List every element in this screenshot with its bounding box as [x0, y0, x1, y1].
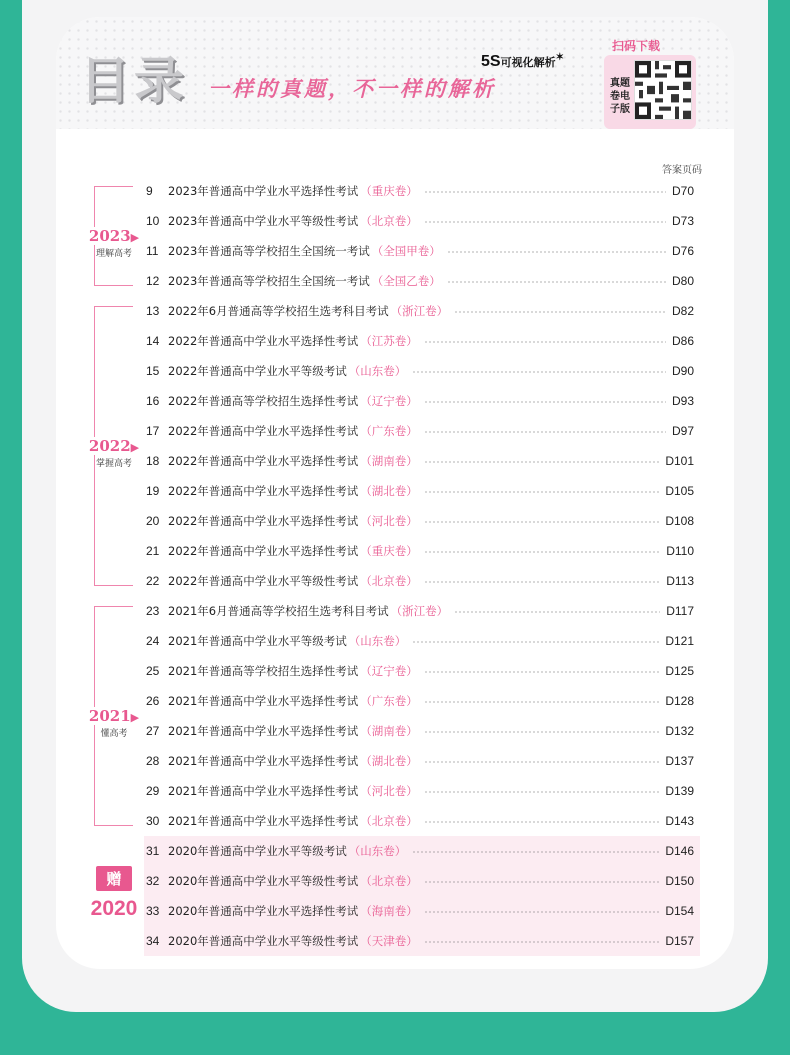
- qr-side-label: 真题卷电子版: [610, 78, 630, 115]
- entry-region: （全国乙卷）: [371, 274, 441, 288]
- toc-row[interactable]: [146, 538, 694, 564]
- entry-title: 2022年普通高中学业水平选择性考试: [168, 484, 359, 498]
- entry-page: D90: [671, 364, 694, 378]
- toc-row[interactable]: [146, 778, 694, 804]
- entry-page: D150: [665, 874, 694, 888]
- leader-dots: [424, 791, 660, 793]
- entry-page: D117: [666, 604, 694, 618]
- leader-dots: [454, 311, 666, 313]
- entry-region: （山东卷）: [348, 634, 407, 648]
- entry-page: D139: [665, 784, 694, 798]
- entry-title: 2022年普通高中学业水平选择性考试: [168, 424, 359, 438]
- leader-dots: [424, 881, 660, 883]
- entry-title: 2021年普通高中学业水平选择性考试: [168, 814, 359, 828]
- entry-page: D110: [666, 544, 694, 558]
- entry-page: D101: [665, 454, 694, 468]
- entry-page: D154: [665, 904, 694, 918]
- toc-row[interactable]: [146, 478, 694, 504]
- toc-row[interactable]: [146, 238, 694, 264]
- leader-dots: [424, 701, 660, 703]
- toc-row[interactable]: [146, 298, 694, 324]
- toc-row[interactable]: [146, 838, 694, 864]
- entry-title: 2021年普通高中学业水平选择性考试: [168, 694, 359, 708]
- leader-dots: [424, 821, 660, 823]
- entry-title: 2020年普通高中学业水平等级性考试: [168, 934, 359, 948]
- entry-region: （辽宁卷）: [360, 394, 418, 408]
- entry-number: 19: [146, 484, 160, 498]
- entry-number: 29: [146, 784, 160, 798]
- leader-dots: [424, 491, 660, 493]
- entry-title: 2021年普通高中学业水平选择性考试: [168, 784, 359, 798]
- entry-number: 20: [146, 514, 160, 528]
- toc-row[interactable]: [146, 628, 694, 654]
- page-title: 目录: [80, 52, 188, 110]
- entry-title: 2022年普通高中学业水平选择性考试: [168, 334, 359, 348]
- entry-region: （辽宁卷）: [360, 664, 418, 678]
- leader-dots: [412, 641, 659, 643]
- toc-row[interactable]: [146, 388, 694, 414]
- leader-dots: [424, 401, 666, 403]
- entry-region: （浙江卷）: [390, 304, 449, 318]
- entry-page: D93: [671, 394, 694, 408]
- entry-region: （天津卷）: [360, 934, 418, 948]
- entry-number: 12: [146, 274, 160, 288]
- entry-title: 2022年普通高中学业水平选择性考试: [168, 454, 359, 468]
- entry-page: D157: [665, 934, 694, 948]
- entry-region: （北京卷）: [360, 814, 418, 828]
- leader-dots: [424, 221, 666, 223]
- sparkle-icon: ✶: [555, 52, 564, 63]
- entry-region: （湖北卷）: [360, 484, 418, 498]
- entry-region: （海南卷）: [360, 904, 418, 918]
- entry-region: （北京卷）: [360, 214, 418, 228]
- entry-number: 15: [146, 364, 160, 378]
- triangle-icon: ▶: [130, 711, 140, 724]
- entry-number: 18: [146, 454, 160, 468]
- entry-title: 2021年普通高中学业水平选择性考试: [168, 724, 359, 738]
- toc-row[interactable]: [146, 718, 694, 744]
- toc-row[interactable]: [146, 568, 694, 594]
- leader-dots: [424, 191, 666, 193]
- toc-row[interactable]: [146, 268, 694, 294]
- year-subtitle: 理解高考: [95, 249, 132, 259]
- entry-number: 32: [146, 874, 160, 888]
- entry-page: D70: [671, 184, 694, 198]
- entry-page: D121: [665, 634, 694, 648]
- leader-dots: [454, 611, 660, 613]
- entry-region: （湖北卷）: [360, 754, 418, 768]
- leader-dots: [424, 761, 660, 763]
- triangle-icon: ▶: [130, 231, 140, 244]
- entry-page: D128: [665, 694, 694, 708]
- leader-dots: [424, 671, 660, 673]
- toc-row[interactable]: [146, 358, 694, 384]
- entry-page: D97: [671, 424, 694, 438]
- entry-number: 9: [146, 184, 153, 198]
- entry-title: 2022年普通高中学业水平选择性考试: [168, 514, 359, 528]
- entry-region: （湖南卷）: [360, 454, 418, 468]
- entry-region: （河北卷）: [360, 784, 418, 798]
- entry-title: 2023年普通高中学业水平选择性考试: [168, 184, 359, 198]
- toc-row[interactable]: [146, 178, 694, 204]
- toc-row[interactable]: [146, 208, 694, 234]
- entry-region: （广东卷）: [360, 424, 418, 438]
- toc-row[interactable]: [146, 868, 694, 894]
- entry-region: （北京卷）: [360, 574, 418, 588]
- entry-title: 2022年普通高中学业水平等级考试: [168, 364, 347, 378]
- entry-number: 11: [146, 244, 159, 258]
- entry-title: 2023年普通高等学校招生全国统一考试: [168, 244, 370, 258]
- entry-number: 30: [146, 814, 160, 828]
- entry-region: （河北卷）: [360, 514, 418, 528]
- entry-region: （重庆卷）: [360, 184, 418, 198]
- entry-number: 27: [146, 724, 160, 738]
- year-subtitle: 懂高考: [100, 729, 128, 739]
- entry-page: D132: [665, 724, 694, 738]
- entry-number: 25: [146, 664, 160, 678]
- entry-title: 2022年6月普通高等学校招生选考科目考试: [168, 304, 389, 318]
- leader-dots: [424, 581, 660, 583]
- toc-row[interactable]: [146, 418, 694, 444]
- entry-number: 13: [146, 304, 160, 318]
- entry-page: D73: [671, 214, 694, 228]
- entry-title: 2023年普通高等学校招生全国统一考试: [168, 274, 370, 288]
- entry-page: D76: [671, 244, 694, 258]
- entry-title: 2022年普通高中学业水平选择性考试: [168, 544, 359, 558]
- entry-region: （江苏卷）: [360, 334, 418, 348]
- leader-dots: [447, 251, 666, 253]
- entry-page: D86: [671, 334, 694, 348]
- entry-number: 22: [146, 574, 160, 588]
- toc-row[interactable]: [146, 898, 694, 924]
- entry-number: 17: [146, 424, 160, 438]
- entry-page: D82: [671, 304, 694, 318]
- entry-title: 2021年普通高中学业水平选择性考试: [168, 754, 359, 768]
- entry-title: 2020年普通高中学业水平等级性考试: [168, 874, 359, 888]
- leader-dots: [412, 851, 659, 853]
- toc-row[interactable]: [146, 598, 694, 624]
- toc-row[interactable]: [146, 688, 694, 714]
- entry-page: D105: [665, 484, 694, 498]
- gift-year: 2020: [90, 897, 138, 920]
- entry-number: 23: [146, 604, 160, 618]
- toc-row[interactable]: [146, 808, 694, 834]
- leader-dots: [424, 431, 666, 433]
- entry-number: 33: [146, 904, 160, 918]
- entry-region: （山东卷）: [348, 364, 407, 378]
- entry-number: 16: [146, 394, 160, 408]
- toc-row[interactable]: [146, 748, 694, 774]
- page-column-header: 答案页码: [662, 165, 702, 176]
- toc-row[interactable]: [146, 928, 694, 954]
- toc-row[interactable]: [146, 658, 694, 684]
- entry-page: D108: [665, 514, 694, 528]
- slogan: 一样的真题，不一样的解析: [208, 76, 496, 101]
- entry-title: 2023年普通高中学业水平等级性考试: [168, 214, 359, 228]
- entry-page: D113: [666, 574, 694, 588]
- entry-number: 34: [146, 934, 160, 948]
- entry-region: （浙江卷）: [390, 604, 449, 618]
- brand-big: 5S: [481, 53, 501, 70]
- entry-title: 2020年普通高中学业水平等级考试: [168, 844, 347, 858]
- entry-page: D146: [665, 844, 694, 858]
- leader-dots: [424, 731, 660, 733]
- entry-number: 28: [146, 754, 160, 768]
- year-label: 2021: [88, 707, 131, 725]
- entry-region: （北京卷）: [360, 874, 418, 888]
- leader-dots: [424, 521, 660, 523]
- brand-small: 可视化解析: [500, 57, 556, 69]
- leader-dots: [424, 911, 660, 913]
- leader-dots: [424, 551, 660, 553]
- entry-number: 21: [146, 544, 160, 558]
- entry-page: D137: [665, 754, 694, 768]
- entry-region: （山东卷）: [348, 844, 407, 858]
- leader-dots: [424, 461, 660, 463]
- year-subtitle: 掌握高考: [95, 459, 132, 469]
- entry-page: D80: [671, 274, 694, 288]
- toc-row[interactable]: [146, 508, 694, 534]
- entry-number: 14: [146, 334, 160, 348]
- entry-number: 26: [146, 694, 160, 708]
- entry-number: 31: [146, 844, 160, 858]
- leader-dots: [447, 281, 666, 283]
- entry-title: 2021年6月普通高等学校招生选考科目考试: [168, 604, 389, 618]
- entry-number: 24: [146, 634, 160, 648]
- entry-number: 10: [146, 214, 160, 228]
- triangle-icon: ▶: [130, 441, 140, 454]
- entry-title: 2020年普通高中学业水平选择性考试: [168, 904, 359, 918]
- entry-region: （湖南卷）: [360, 724, 418, 738]
- entry-title: 2021年普通高等学校招生选择性考试: [168, 664, 359, 678]
- gift-badge: 赠: [96, 866, 131, 891]
- leader-dots: [424, 341, 666, 343]
- entry-title: 2022年普通高中学业水平等级性考试: [168, 574, 359, 588]
- year-label: 2023: [88, 227, 131, 245]
- entry-region: （重庆卷）: [360, 544, 418, 558]
- toc-row[interactable]: [146, 448, 694, 474]
- entry-title: 2021年普通高中学业水平等级考试: [168, 634, 347, 648]
- entry-title: 2022年普通高等学校招生选择性考试: [168, 394, 359, 408]
- toc-row[interactable]: [146, 328, 694, 354]
- year-label: 2022: [88, 437, 131, 455]
- entry-region: （广东卷）: [360, 694, 418, 708]
- leader-dots: [412, 371, 666, 373]
- entry-page: D143: [665, 814, 694, 828]
- entry-page: D125: [665, 664, 694, 678]
- leader-dots: [424, 941, 660, 943]
- qr-tag: 扫码下载: [612, 39, 661, 53]
- entry-region: （全国甲卷）: [371, 244, 441, 258]
